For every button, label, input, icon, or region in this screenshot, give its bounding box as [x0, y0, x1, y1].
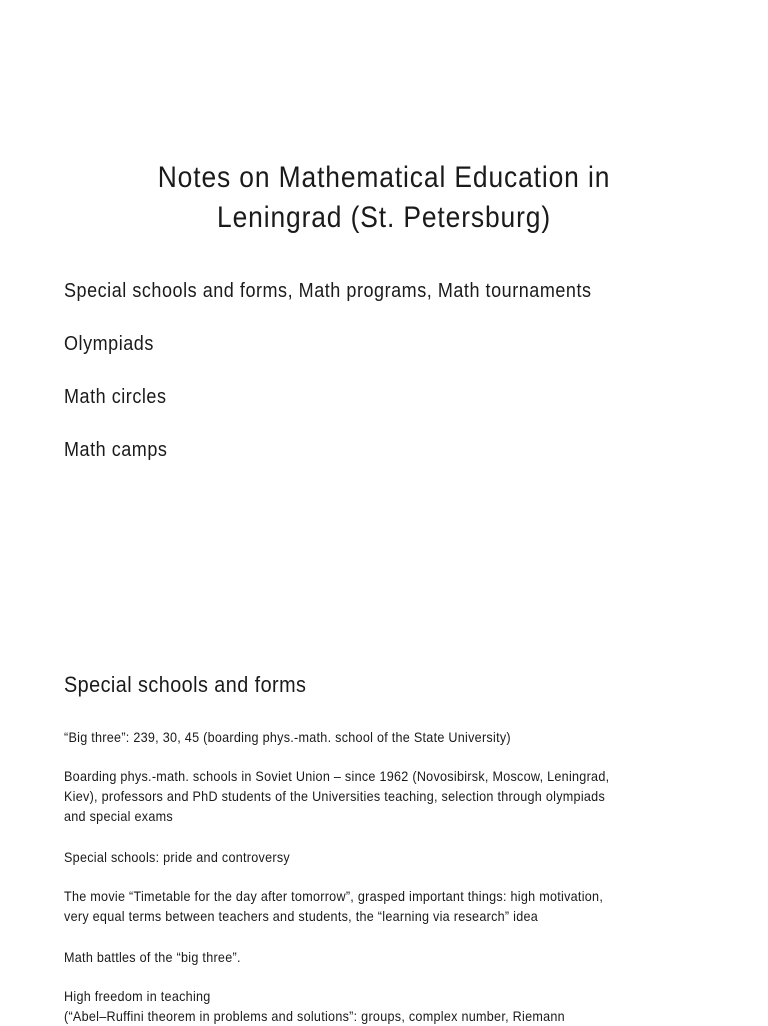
paragraph	[64, 766, 712, 826]
topic-item: Olympiads	[64, 333, 154, 355]
paragraph-line: “Big three”: 239, 30, 45 (boarding phys.-math. school of the State University)	[64, 729, 511, 745]
paragraph-line: The movie “Timetable for the day after tomorrow”, grasped important things: high motivation,	[64, 888, 604, 904]
paragraph-line: (“Abel–Ruffini theorem in problems and solutions”: groups, complex number, Riemann	[64, 1008, 565, 1024]
paragraph	[64, 727, 712, 747]
topic-item: Math camps	[64, 439, 168, 461]
paragraph-line: Kiev), professors and PhD students of the Universities teaching, selection through olympiads	[64, 788, 606, 804]
paragraph	[64, 947, 712, 967]
paragraph-line: Special schools: pride and controversy	[64, 849, 290, 865]
document-title-line-1: Notes on Mathematical Education in	[157, 161, 611, 194]
paragraph	[64, 986, 712, 1026]
paragraph	[64, 886, 712, 926]
paragraph-line: High freedom in teaching	[64, 988, 211, 1004]
paragraph	[64, 847, 712, 867]
paragraph-line: Boarding phys.-math. schools in Soviet Union – since 1962 (Novosibirsk, Moscow, Leningrad,	[64, 768, 610, 784]
paragraph-line: and special exams	[64, 808, 173, 824]
paragraph-line: very equal terms between teachers and students, the “learning via research” idea	[64, 908, 539, 924]
section-heading: Special schools and forms	[64, 672, 307, 697]
topic-item: Special schools and forms, Math programs, Math tournaments	[64, 280, 592, 302]
document-title-line-2: Leningrad (St. Petersburg)	[217, 201, 551, 234]
paragraph-line: Math battles of the “big three”.	[64, 949, 241, 965]
topic-item: Math circles	[64, 386, 167, 408]
